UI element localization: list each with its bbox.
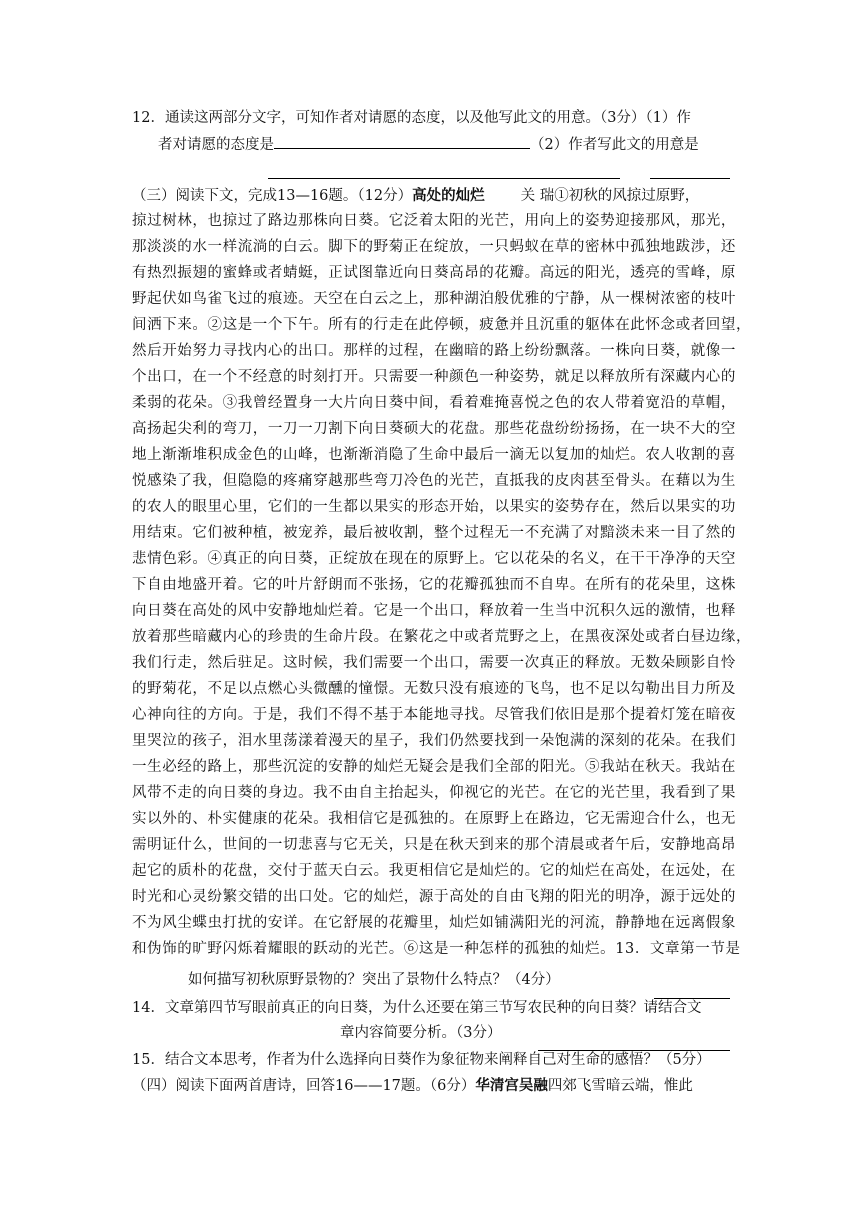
article-line: 高扬起尖利的弯刀，一刀一刀割下向日葵硕大的花盘。那些花盘纷纷扬扬，在一块不大的空 (132, 421, 736, 437)
article-line: 和伪饰的旷野闪烁着耀眼的跃动的光芒。⑥这是一种怎样的孤独的灿烂。13．文章第一节是 (132, 941, 741, 957)
article-line: 有热烈振翅的蜜蜂或者蜻蜓，正试图靠近向日葵高昂的花瓣。高远的阳光，透亮的雪峰，原 (132, 265, 736, 281)
q14-line2: 章内容简要分析。（3分） (340, 1025, 502, 1041)
q13-line (188, 968, 560, 992)
article-line: 悦感染了我，但隐隐的疼痛穿越那些弯刀冷色的光芒，直抵我的皮肉甚至骨头。在藉以为生 (132, 473, 736, 489)
article-line: 一生必经的路上，那些沉淀的安静的灿烂无疑会是我们全部的阳光。⑤我站在秋天。我站在 (132, 759, 736, 775)
article-line: 那淡淡的水一样流淌的白云。脚下的野菊正在绽放，一只蚂蚁在草的密林中孤独地跋涉，还 (132, 239, 736, 255)
article-line: 野起伏如鸟雀飞过的痕迹。天空在白云之上，那种湖泊般优雅的宁静，从一棵树浓密的枝叶 (132, 291, 736, 307)
section4-heading: （四）阅读下面两首唐诗，回答16——17题。（6分） (132, 1078, 476, 1094)
article-line: 下自由地盛开着。它的叶片舒朗而不张扬，它的花瓣孤独而不自卑。在所有的花朵里，这株 (132, 577, 736, 593)
article-line: 掠过树林，也掠过了路边那株向日葵。它泛着太阳的光芒，用向上的姿势迎接那风，那光， (132, 213, 736, 229)
article-line: 的野菊花，不足以点燃心头微醺的憧憬。无数只没有痕迹的飞鸟，也不足以勾勒出目力所及 (132, 681, 736, 697)
q12-purpose-prompt: （2）作者写此文的用意是 (530, 137, 699, 153)
article-line: 地上渐渐堆积成金色的山峰，也渐渐消隐了生命中最后一滴无以复加的灿烂。农人收割的喜 (132, 447, 736, 463)
article-line: 然后开始努力寻找内心的出口。那样的过程，在幽暗的路上纷纷飘落。一株向日葵，就像一 (132, 343, 736, 359)
article-line: 不为风尘蝶虫打扰的安详。在它舒展的花瓣里，灿烂如铺满阳光的河流，静静地在远离假象 (132, 915, 736, 931)
article-line: 心神向往的方向。于是，我们不得不基于本能地寻找。尽管我们依旧是那个提着灯笼在暗夜 (132, 707, 736, 723)
q12-purpose-blank-line[interactable] (268, 164, 620, 179)
q14-line1: 14．文章第四节写眼前真正的向日葵，为什么还要在第三节写农民种的向日葵？请结合文 (132, 1000, 702, 1016)
q12-purpose-blank-right[interactable] (650, 164, 730, 179)
q12-attitude-blank[interactable] (274, 134, 530, 149)
q12-line2 (158, 133, 699, 157)
q12-attitude-prompt: 者对请愿的态度是 (158, 137, 274, 153)
article-line: 向日葵在高处的风中安静地灿烂着。它是一个出口，释放着一生当中沉积久远的激情，也释 (132, 603, 736, 619)
article-line: 起它的质朴的花盘，交付于蓝天白云。我更相信它是灿烂的。它的灿烂在高处，在远处，在 (132, 863, 736, 879)
article-line: 的农人的眼里心里，它们的一生都以果实的形态开始，以果实的姿势存在，然后以果实的功 (132, 499, 736, 515)
article-line: 柔弱的花朵。③我曾经置身一大片向日葵中间，看着难掩喜悦之色的农人带着宽沿的草帽， (132, 395, 736, 411)
article-author: 关 瑞 (520, 188, 555, 204)
article-line: 时光和心灵纷繁交错的出口处。它的灿烂，源于高处的自由飞翔的阳光的明净，源于远处的 (132, 889, 736, 905)
poem-start: 四郊飞雪暗云端，惟此 (547, 1078, 693, 1094)
article-line: 用结束。它们被种植，被宠养，最后被收割，整个过程无一不充满了对黯淡未来一目了然的 (132, 525, 736, 541)
article-line: 需明证什么，世间的一切悲喜与它无关，只是在秋天到来的那个清晨或者午后，安静地高昂 (132, 837, 736, 853)
section4-line (132, 1074, 693, 1098)
article-line: 里哭泣的孩子，泪水里荡漾着漫天的星子，我们仍然要找到一朵饱满的深刻的花朵。在我们 (132, 733, 736, 749)
article-line: 间洒下来。②这是一个下午。所有的行走在此停顿，疲惫并且沉重的躯体在此怀念或者回望， (132, 317, 752, 333)
article-line: 我们行走，然后驻足。这时候，我们需要一个出口，需要一次真正的释放。无数朵顾影自怜 (132, 655, 736, 671)
poem-title: 华清宫吴融 (475, 1077, 548, 1094)
article-line: 悲情色彩。④真正的向日葵，正绽放在现在的原野上。它以花朵的名义，在干干净净的天空 (132, 551, 736, 567)
article-para1-start: ①初秋的风掠过原野， (554, 188, 700, 204)
article-line: 个出口，在一个不经意的时刻打开。只需要一种颜色一种姿势，就足以释放所有深藏内心的 (132, 369, 736, 385)
article-line: 实以外的、朴实健康的花朵。我相信它是孤独的。在原野上在路边，它无需迎合什么，也无 (132, 811, 736, 827)
section3-heading: （三）阅读下文，完成13—16题。（12分） (132, 188, 413, 204)
q13-text: 如何描写初秋原野景物的？突出了景物什么特点？（4分） (188, 972, 560, 988)
article-line: 风带不走的向日葵的身边。我不由自主抬起头，仰视它的光芒。在它的光芒里，我看到了果 (132, 785, 736, 801)
article-line: 放着那些暗藏内心的珍贵的生命片段。在繁花之中或者荒野之上，在黑夜深处或者白昼边缘， (132, 629, 752, 645)
q12-line1: 12．通读这两部分文字，可知作者对请愿的态度，以及他写此文的用意。（3分）（1）作 (132, 110, 691, 126)
article-title: 高处的灿烂 (412, 187, 485, 204)
q15-line: 15．结合文本思考，作者为什么选择向日葵作为象征物来阐释自己对生命的感悟？（5分） (132, 1052, 711, 1068)
section3-first-line (132, 184, 699, 208)
